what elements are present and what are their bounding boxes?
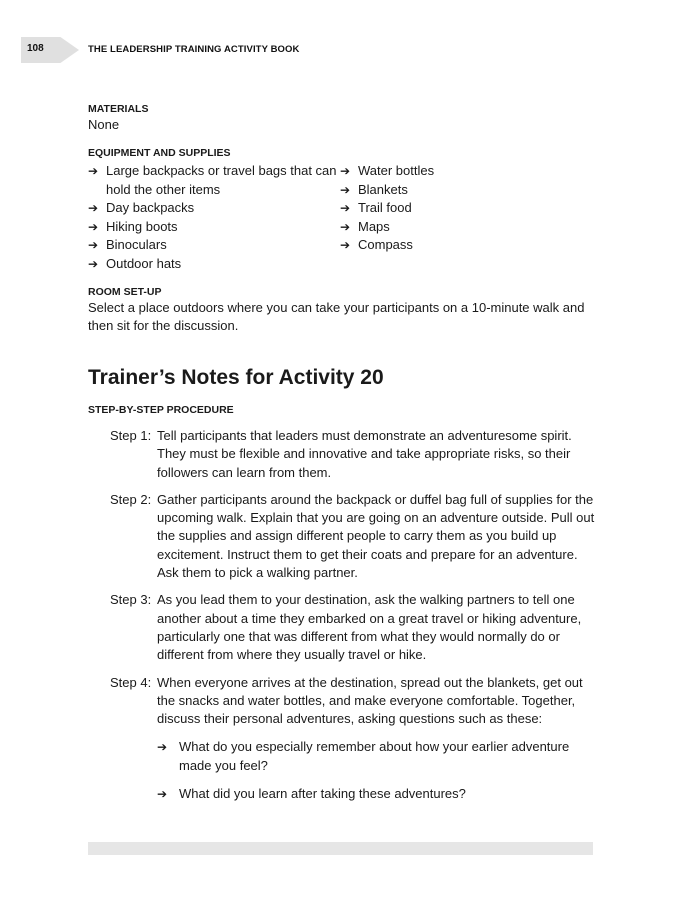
equipment-heading: EQUIPMENT AND SUPPLIES <box>88 147 231 159</box>
step-text: When everyone arrives at the destination, spread out the blankets, get out the snacks and water bottles, and make everyone comfortable. Together, discuss their personal adventures, asking questions such as these: <box>157 674 583 727</box>
step-text: Gather participants around the backpack or duffel bag full of supplies for the upcoming walk. Explain that you are going on an adventure outside. Pull out the supplies and assign different people to carry them as you build up excitement. Instruct them to get their coats and prepare for an adventure. Ask them to pick a walking partner. <box>157 491 595 581</box>
materials-heading: MATERIALS <box>88 103 149 115</box>
step-text: As you lead them to your destination, ask the walking partners to tell one another about a time they embarked on a great travel or hiking adventure, particularly one that was different from what they would normally do or different from where they usually travel or hike. <box>157 592 582 663</box>
arrow-right-icon: ➔ <box>88 238 99 252</box>
procedure-step <box>110 674 598 814</box>
question-item: ➔ What did you learn after taking these adventures? <box>157 785 598 803</box>
step-label: Step 2: <box>110 491 152 507</box>
arrow-right-icon: ➔ <box>88 219 99 234</box>
section-title: Trainer’s Notes for Activity 20 <box>88 366 384 389</box>
list-item: ➔ Compass <box>340 236 434 255</box>
step-label: Step 4: <box>110 674 152 690</box>
arrow-right-icon: ➔ <box>340 238 351 252</box>
materials-text: None <box>88 117 120 132</box>
equipment-column-right <box>340 162 434 273</box>
step-label: Step 3: <box>110 592 152 608</box>
list-item: ➔ Trail food <box>340 199 434 218</box>
arrow-right-icon: ➔ <box>340 164 351 178</box>
equipment-list <box>88 162 598 273</box>
list-item: ➔ Day backpacks <box>88 199 340 218</box>
list-item: ➔ Large backpacks or travel bags that can hold the other items <box>88 162 340 199</box>
list-item: ➔ Maps <box>340 218 434 237</box>
arrow-right-icon: ➔ <box>88 201 99 215</box>
question-item: ➔ What do you especially remember about how your earlier adventure made you feel? <box>157 738 598 775</box>
arrow-right-icon: ➔ <box>157 787 168 802</box>
equipment-column-left <box>88 162 340 273</box>
list-item: ➔ Outdoor hats <box>88 255 340 274</box>
procedure-heading: STEP-BY-STEP PROCEDURE <box>88 404 234 416</box>
arrow-right-icon: ➔ <box>340 201 351 215</box>
arrow-right-icon: ➔ <box>88 164 99 178</box>
arrow-right-icon: ➔ <box>88 256 99 271</box>
step-text: Tell participants that leaders must demonstrate an adventuresome spirit. They must be flexible and innovative and take appropriate risks, so their followers can learn from them. <box>157 428 572 480</box>
arrow-right-icon: ➔ <box>157 740 168 755</box>
step-label: Step 1: <box>110 428 152 443</box>
step-body <box>157 674 598 814</box>
list-item: ➔ Water bottles <box>340 162 434 181</box>
footer-rule <box>88 842 593 855</box>
arrow-right-icon: ➔ <box>340 219 351 234</box>
page-number: 108 <box>27 43 44 54</box>
room-setup-heading: ROOM SET-UP <box>88 286 162 298</box>
room-setup-text: Select a place outdoors where you can take your participants on a 10-minute walk and then sit for the discussion. <box>88 300 585 333</box>
list-item: ➔ Binoculars <box>88 236 340 255</box>
list-item: ➔ Hiking boots <box>88 218 340 237</box>
arrow-right-icon: ➔ <box>340 182 351 197</box>
procedure-step <box>110 591 598 664</box>
question-list <box>157 738 598 803</box>
page-content <box>88 102 598 822</box>
procedure-step <box>110 427 598 482</box>
procedure-step <box>110 491 598 582</box>
list-item: ➔ Blankets <box>340 181 434 200</box>
running-head: THE LEADERSHIP TRAINING ACTIVITY BOOK <box>88 44 300 55</box>
